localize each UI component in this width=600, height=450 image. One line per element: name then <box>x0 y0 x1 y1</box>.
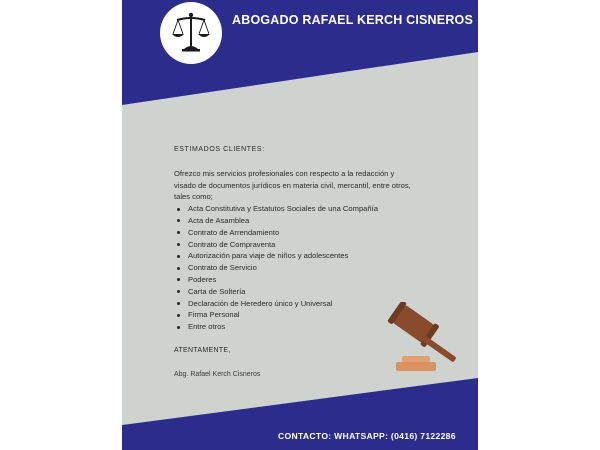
greeting: ESTIMADOS CLIENTES: <box>174 146 265 153</box>
list-item: Declaración de Heredero único y Universal <box>184 298 414 310</box>
closing: ATENTAMENTE, <box>174 346 231 354</box>
flyer <box>122 0 478 450</box>
list-item: Firma Personal <box>184 309 414 321</box>
list-item: Contrato de Arrendamiento <box>184 227 414 239</box>
intro-paragraph: Ofrezco mis servicios profesionales con respecto a la redacción y visado de documentos jurídicos en materia civil, mercantil, entre otros, tales como; <box>174 168 411 202</box>
logo-badge <box>160 2 222 64</box>
contact-info: CONTACTO: WHATSAPP: (0416) 7122286 <box>278 431 456 441</box>
list-item: Acta de Asamblea <box>184 215 414 227</box>
letter-body <box>174 144 414 381</box>
list-item: Contrato de Servicio <box>184 262 414 274</box>
gavel-icon <box>384 302 464 378</box>
list-item: Contrato de Compraventa <box>184 239 414 251</box>
services-list <box>174 203 414 333</box>
list-item: Acta Constitutiva y Estatutos Sociales de una Compañía <box>184 203 414 215</box>
page-title: ABOGADO RAFAEL KERCH CISNEROS <box>232 13 474 27</box>
list-item: Autorización para viaje de niños y adolescentes <box>184 250 414 262</box>
list-item: Poderes <box>184 274 414 286</box>
scales-of-justice-icon <box>169 10 213 54</box>
list-item: Carta de Soltería <box>184 286 414 298</box>
signature: Abg. Rafael Kerch Cisneros <box>174 370 261 378</box>
list-item: Entre otros <box>184 321 414 333</box>
